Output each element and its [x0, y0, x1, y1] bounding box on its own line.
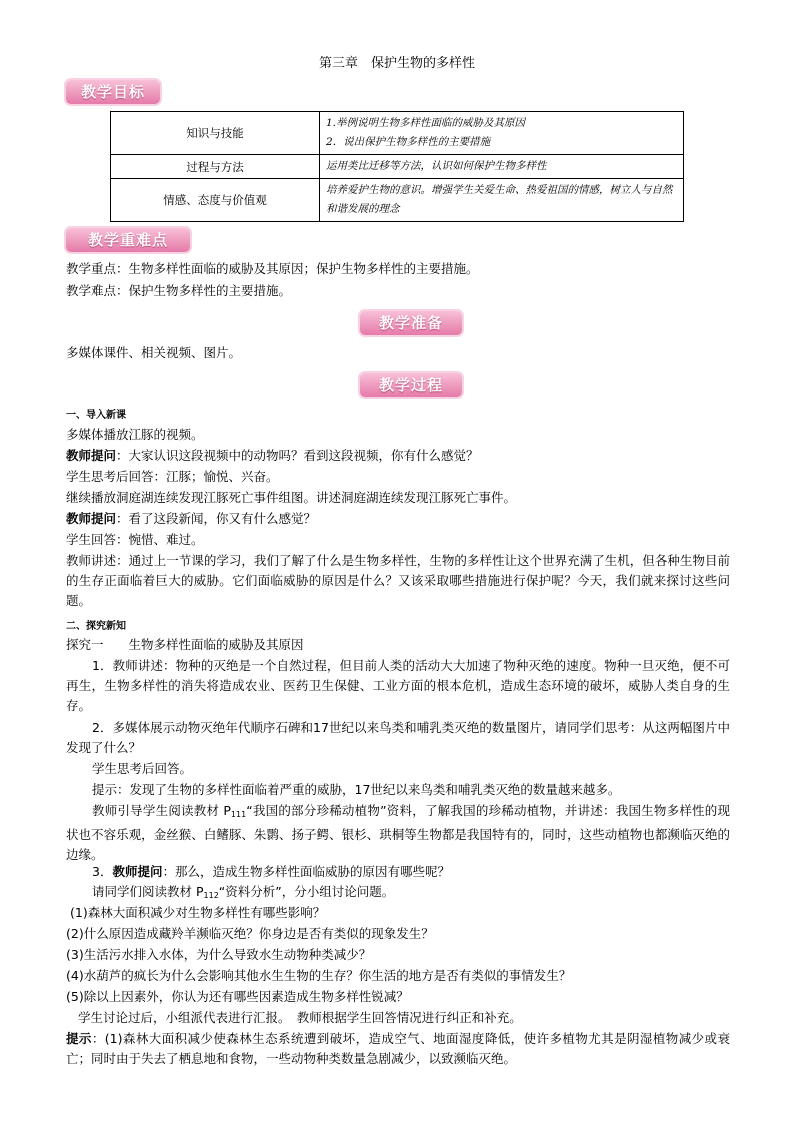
- goals-value: 运用类比迁移等方法，认识如何保护生物多样性: [320, 155, 684, 179]
- intro-line: [66, 509, 316, 529]
- page-subscript: 111: [230, 810, 247, 819]
- goals-label: 知识与技能: [111, 112, 320, 155]
- question-item: (4)水葫芦的疯长为什么会影响其他水生生物的生存？你生活的地方是否有类似的事情发生？: [66, 968, 572, 983]
- goals-table: [110, 111, 684, 222]
- body-paragraph: 1．教师讲述：物种的灭绝是一个自然过程，但目前人类的活动大大加速了物种灭绝的速度。物种一旦灭绝，便不可再生，生物多样性的消失将造成农业、医药卫生保健、工业方面的根本危机，造成生态环境的破坏，威胁人类自身的生存。: [66, 658, 730, 713]
- body-text: 教师引导学生阅读教材 P: [92, 803, 231, 818]
- goals-label: 情感、态度与价值观: [111, 179, 320, 222]
- goals-row-knowledge: [111, 112, 684, 155]
- hint-label: 提示: [66, 1031, 92, 1046]
- intro-line: [66, 446, 479, 466]
- question-item: (3)生活污水排入水体，为什么导致水生动物种类减少？: [66, 947, 372, 962]
- goals-line: 2．说出保护生物多样性的主要措施: [326, 136, 491, 148]
- question-item: (2)什么原因造成藏羚羊濒临灭绝？你身边是否有类似的现象发生？: [66, 926, 434, 941]
- goals-value: [320, 112, 684, 155]
- difficulty-text: 教学难点：保护生物多样性的主要措施。: [66, 283, 292, 298]
- intro-line: 多媒体播放江豚的视频。: [66, 427, 204, 442]
- body-line: [92, 862, 450, 882]
- section-banner-key-points: 教学重难点: [66, 228, 190, 252]
- body-text: “我国的部分珍稀动植物”资料，了解我国的珍稀动植物，并讲述：我国生物多样性的现状也不容乐观，金丝猴、白鳍豚、朱鹮、扬子鳄、银杉、珙桐等生物都是我国特有的，同时，这些动植物也都濒临灭绝的边缘。: [66, 803, 730, 862]
- inquiry-title: 探究一 生物多样性面临的威胁及其原因: [66, 637, 304, 652]
- section-banner-goals: 教学目标: [66, 80, 160, 104]
- intro-paragraph: 教师讲述：通过上一节课的学习，我们了解了什么是生物多样性，生物的多样性让这个世界充满了生机，但各种生物目前的生存正面临着巨大的威胁。它们面临威胁的原因是什么？又该采取哪些措施进行保护呢？今天，我们就来探讨这些问题。: [66, 553, 730, 608]
- prep-text: 多媒体课件、相关视频、图片。: [66, 345, 242, 360]
- page-subscript: 112: [203, 891, 219, 900]
- section-banner-process: 教学过程: [360, 373, 462, 397]
- teacher-question-label: 教师提问: [112, 864, 163, 879]
- body-paragraph: [66, 801, 730, 865]
- body-line: 学生讨论过后，小组派代表进行汇报。 教师根据学生回答情况进行纠正和补充。: [78, 1010, 522, 1025]
- intro-line-text: ：看了这段新闻，你又有什么感觉？: [116, 511, 317, 526]
- question-item: (1)森林大面积减少对生物多样性有哪些影响？: [70, 905, 326, 920]
- body-paragraph: 2．多媒体展示动物灭绝年代顺序石碑和17世纪以来鸟类和哺乳类灭绝的数量图片，请同学们思考：从这两幅图片中发现了什么？: [66, 720, 730, 755]
- part-heading-intro: 一、导入新课: [66, 410, 126, 421]
- key-point-text: 教学重点：生物多样性面临的威胁及其原因；保护生物多样性的主要措施。: [66, 261, 479, 276]
- goals-line: 1.举例说明生物多样性面临的威胁及其原因: [326, 117, 526, 129]
- goals-row-attitude: [111, 179, 684, 222]
- intro-line: 继续播放洞庭湖连续发现江豚死亡事件组图。讲述洞庭湖连续发现江豚死亡事件。: [66, 490, 517, 505]
- teacher-question-label: 教师提问: [66, 511, 117, 526]
- goals-value: 培养爱护生物的意识。增强学生关爱生命、热爱祖国的情感，树立人与自然和谐发展的理念: [320, 179, 684, 222]
- section-banner-prep: 教学准备: [360, 311, 462, 335]
- intro-line-text: ：大家认识这段视频中的动物吗？看到这段视频，你有什么感觉？: [116, 448, 479, 463]
- body-text: ：那么，造成生物多样性面临威胁的原因有哪些呢？: [162, 864, 450, 879]
- goals-label: 过程与方法: [111, 155, 320, 179]
- body-text: “资料分析”，分小组讨论问题。: [218, 884, 395, 899]
- body-line: 提示：发现了生物的多样性面临着严重的威胁，17世纪以来鸟类和哺乳类灭绝的数量越来越多。: [92, 782, 621, 797]
- goals-row-process: [111, 155, 684, 179]
- body-paragraph: [66, 1029, 730, 1069]
- chapter-title: 第三章 保护生物的多样性: [318, 56, 475, 71]
- intro-line: 学生思考后回答：江豚；愉悦、兴奋。: [66, 469, 279, 484]
- intro-line: 学生回答：惋惜、难过。: [66, 532, 204, 547]
- part-heading-new: 二、探究新知: [66, 621, 126, 632]
- body-text: ：(1)森林大面积减少使森林生态系统遭到破坏，造成空气、地面湿度降低，使许多植物尤其是阴湿植物减少或衰亡；同时由于失去了栖息地和食物，一些动物种类数量急剧减少，以致濒临灭绝。: [66, 1031, 730, 1066]
- question-item: (5)除以上因素外，你认为还有哪些因素造成生物多样性锐减？: [66, 989, 409, 1004]
- teacher-question-label: 教师提问: [66, 448, 117, 463]
- body-text: 请同学们阅读教材 P: [92, 884, 204, 899]
- body-line: 学生思考后回答。: [92, 761, 193, 776]
- body-text: 3．: [92, 864, 113, 879]
